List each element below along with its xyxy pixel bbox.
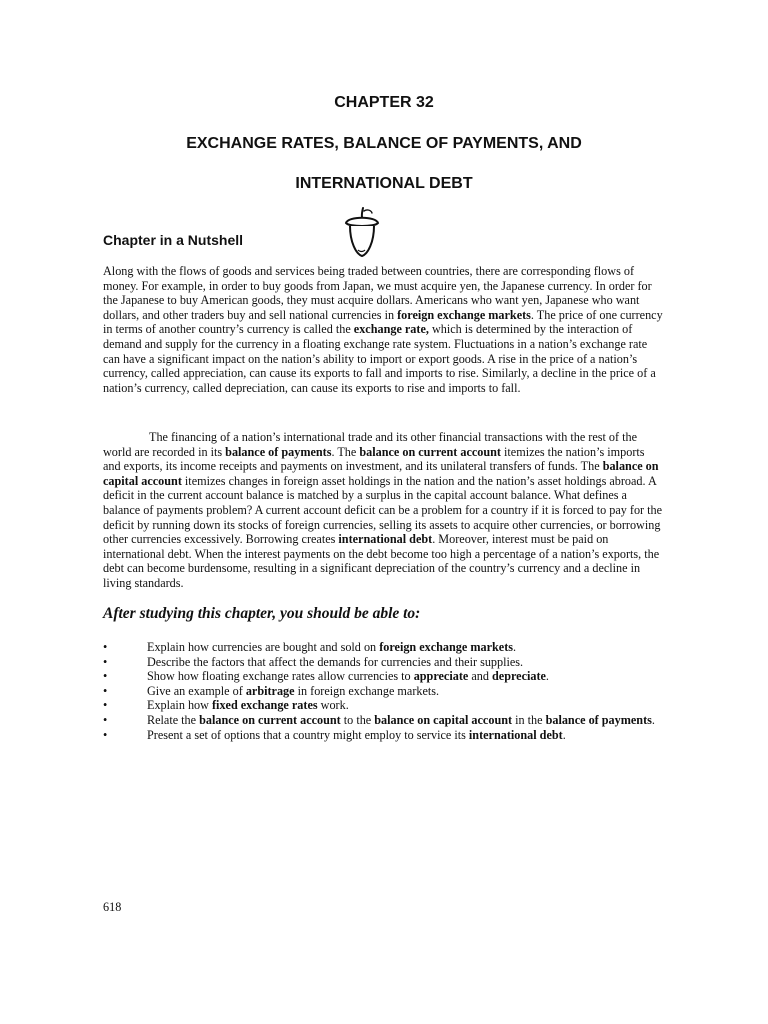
list-item-text: Describe the factors that affect the demands for currencies and their supplies. [147, 654, 524, 669]
bullet-glyph: • [103, 669, 108, 684]
chapter-number: CHAPTER 32 [334, 94, 434, 111]
bold-term: balance on capital account [374, 712, 513, 727]
list-item-text: Relate the balance on current account to the balance on capital account in the balance of payments. [147, 712, 655, 727]
objectives-list [103, 640, 663, 742]
bullet-glyph: • [103, 712, 108, 727]
bold-term: balance on current account [359, 444, 501, 459]
bullet-glyph: • [103, 698, 108, 713]
list-item-text: Present a set of options that a country might employ to service its international debt. [147, 727, 566, 742]
bold-term: international debt [338, 532, 433, 547]
bold-term: international debt [468, 727, 563, 742]
list-item-text: Explain how currencies are bought and sold on foreign exchange markets. [147, 640, 517, 654]
list-item [103, 728, 663, 743]
list-item [103, 684, 663, 699]
bullet-glyph: • [103, 683, 108, 698]
list-item-text: Show how floating exchange rates allow currencies to appreciate and depreciate. [147, 669, 549, 684]
nutshell-heading: Chapter in a Nutshell [103, 232, 244, 248]
bold-term: balance on current account [199, 712, 341, 727]
bold-term: depreciate [492, 669, 546, 684]
list-item-text: Explain how fixed exchange rates work. [147, 698, 349, 713]
bold-term: arbitrage [245, 683, 295, 698]
bullet-glyph: • [103, 640, 108, 654]
bullet-glyph: • [103, 654, 108, 669]
bold-term: exchange rate, [353, 322, 429, 337]
list-item [103, 655, 663, 670]
bold-term: balance on capital account [103, 459, 659, 488]
bold-term: foreign exchange markets [397, 307, 531, 322]
objectives-heading: After studying this chapter, you should be able to: [103, 605, 421, 622]
page-number: 618 [103, 900, 122, 914]
list-item [103, 713, 663, 728]
bold-term: foreign exchange markets [379, 640, 513, 654]
nutshell-paragraph-1: Along with the flows of goods and services being traded between countries, there are corresponding flows of money. For example, in order to buy goods from Japan, we must acquire yen, the Japanese currency. In order for the Japanese to buy American goods, they must acquire dollars. Americans who want yen, Japanese who want dollars, and other traders buy and sell national currencies in foreign exchange markets. The price of one currency in terms of another country’s currency is called the exchange rate, which is determined by the interaction of demand and supply for the currency in a floating exchange rate system. Fluctuations in a nation’s exchange rate can have a significant impact on the nation’s ability to import or export goods. A rise in the price of a nation’s currency, called appreciation, can cause its exports to fall and imports to rise. Similarly, a decline in the price of a nation’s currency, called depreciation, can cause its exports to rise and imports to fall. [103, 264, 663, 395]
chapter-title-line-1: EXCHANGE RATES, BALANCE OF PAYMENTS, AND [186, 135, 582, 152]
bold-term: fixed exchange rates [212, 698, 318, 713]
bold-term: balance of payments [545, 712, 652, 727]
bold-term: appreciate [413, 669, 469, 684]
nutshell-paragraph-2: The financing of a nation’s international trade and its other financial transactions with the rest of the world are recorded in its balance of payments. The balance on current account itemizes the nation’s imports and exports, its income receipts and payments on investment, and its unilateral transfers of funds. The balance on capital account itemizes changes in foreign asset holdings in the nation and the nation’s asset holdings abroad. A deficit in the current account balance is matched by a surplus in the capital account balance. What defines a balance of payments problem? A current account deficit can be a problem for a country if it is forced to pay for the deficit by running down its stocks of foreign currencies, selling its assets to acquire other currencies, or borrowing other currencies excessively. Borrowing creates international debt. Moreover, interest must be paid on international debt. When the interest payments on the debt become too high a percentage of a nation’s exports, the debt can become burdensome, resulting in a significant depreciation of the country’s currency and a decline in living standards. [103, 430, 663, 590]
list-item [103, 669, 663, 684]
chapter-title-line-2: INTERNATIONAL DEBT [295, 175, 473, 192]
acorn-icon [342, 206, 382, 258]
list-item [103, 698, 663, 713]
list-item [103, 640, 663, 655]
bold-term: balance of payments [225, 444, 332, 459]
bullet-glyph: • [103, 727, 108, 742]
list-item-text: Give an example of arbitrage in foreign exchange markets. [147, 683, 440, 698]
